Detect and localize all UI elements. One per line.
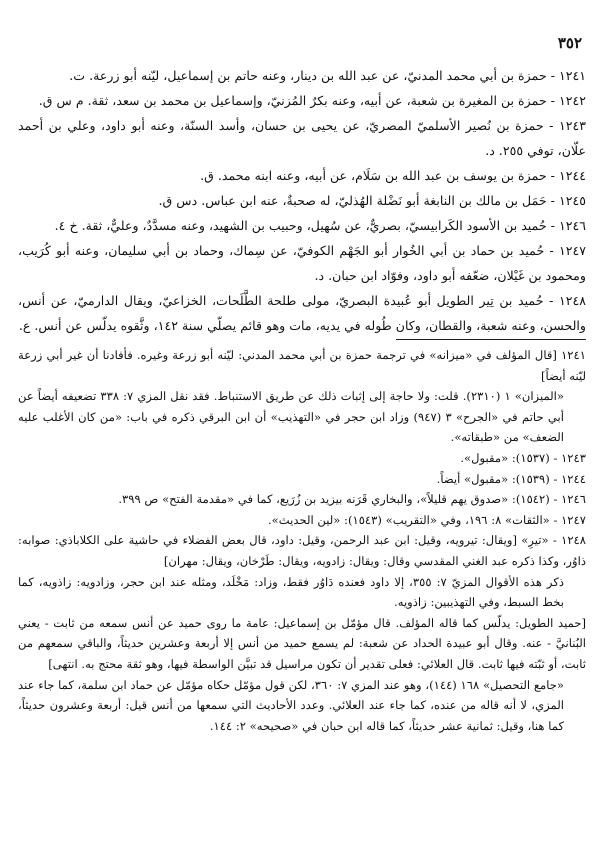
main-entries: [18, 63, 586, 338]
note-1243: ١٢٤٣ - (١٥٣٧): «مقبول».: [460, 450, 586, 465]
footnotes: [18, 345, 586, 736]
entry-1241: ١٢٤١ - حمزة بن أبي محمد المدنيّ، عن عبد الله بن دينار، وعنه حاتم بن إسماعيل، ليّنه أبو زرعة. ت.: [69, 68, 586, 83]
entry-1248: ١٢٤٨ - حُميد بن تِير الطويل أبو عُبيدة البصريّ، مولى طلحة الطَّلَحات، الخزاعيّ، ويقال الدارميّ، عن أنس، والحسن، وعنه شعبة، والقطان، وكان طُوله في يديه، مات وهو قائم يصلّي سنة ١٤٢، وثَّقوه يدلّس عن أنس. ع.: [18, 293, 586, 333]
note-1241: ١٢٤١ [قال المؤلف في «ميزانه» في ترجمة حمزة بن أبي محمد المدني: ليّنه أبو زرعة وغيره. فأفادنا أن غير أبي زرعة ليّنه أيضاً]: [18, 348, 586, 383]
note-1246: ١٢٤٦ - (١٥٤٢): «صدوق يهم قليلاً»، والبخاري قَرَنه بيزيد بن زُرَيع، كما في «مقدمة الفتح» ص ٣٩٩.: [118, 492, 586, 507]
note-1248-comment: ذكر هذه الأقوال المزيّ ٧: ٣٥٥، إلا داود فعنده دَاوُر فقط، وزاد: مَخْلَد، ومثله عند ابن حجر، وزادويه: زاذويه، كما بخط السبط، وفي التهذيبين: زاذويه.: [18, 574, 564, 610]
entry-1245: ١٢٤٥ - حَمَل بن مالك بن النابغة أبو نَضْلة الهُذليّ، له صحبةٌ، عنه ابن عباس. دس ق.: [158, 193, 586, 208]
entry-1243: ١٢٤٣ - حمزة بن نُصير الأسلميّ المصريّ، عن يحيى بن حسان، وأسد السنّة، وعنه أبو داود، وعلي بن أحمد علّان، توفي ٢٥٥. د.: [18, 118, 586, 158]
entry-1247: ١٢٤٧ - حُميد بن حماد بن أبي الخُوار أبو الجَهْم الكوفيّ، عن سِماك، وحماد بن أبي سليمان، وعنه أبو كُرَيب، ومحمود بن غَيْلان، ضعّفه أبو داود، وفوّاد ابن حبان. د.: [18, 243, 586, 283]
entry-1244: ١٢٤٤ - حمزة بن يوسف بن عبد الله بن سَلَام، عن أبيه، وعنه ابنه محمد. ق.: [200, 168, 586, 183]
note-1247: ١٢٤٧ - «الثقات» ٨: ١٩٦، وفي «التقريب» (١٥٤٣): «لين الحديث».: [268, 512, 586, 527]
note-1244: ١٢٤٤ - (١٥٣٩): «مقبول» أيضاً.: [436, 471, 586, 486]
entry-1246: ١٢٤٦ - حُميد بن الأسود الكَرابيسيّ، بصريٌّ، عن سُهيل، وحبيب بن الشهيد، وعنه مسدَّدٌ، وعليٌّ، ثقة. خ ٤.: [54, 218, 586, 233]
note-humaid-tadlis: [حميد الطويل: يدلّس كما قاله المؤلف. قال مؤمّل بن إسماعيل: عامة ما روى حميد عن أنس سمعه من ثابت - يعني البُنانيَّ - عنه. وقال أبو عبيدة الحداد عن شعبة: لم يسمع حميد من أنس إلا أربعة وعشرين حديثاً، والباقي سمعهم من ثابت، أو ثبّته فيها ثابت. قال العلائي: فعلى تقدير أن تكون مراسيل قد تبيَّن الواسطة فيها، وهو ثقة محتج به. انتهى]: [18, 615, 587, 671]
note-humaid-comment: «جامع التحصيل» ١٦٨ (١٤٤)، وهو عند المزي ٧: ٣٦٠، لكن قول مؤمّل حكاه مؤمّل عن حماد ابن سلمة، كما جاء عند المزي، لا أنه قاله من عنده، كما جاء عند العلائي. وعدد الأحاديث التي سمعها من أنس قيل: أربعة وعشرون حديثاً، كما هنا، وقيل: ثمانية عشر حديثاً، كما قاله ابن حبان في «صحيحه» ٢: ١٤٤.: [18, 677, 564, 733]
entry-1242: ١٢٤٢ - حمزة بن المغيرة بن شعبة، عن أبيه، وعنه بكرٌ المُزنيّ، وإسماعيل بن محمد بن سعد، ثقة. م س ق.: [38, 93, 586, 108]
page-number: ٣٥٢: [557, 34, 582, 52]
footnote-divider: [396, 339, 586, 340]
note-1248: ١٢٤٨ - «تيرِ» [ويقال: تيرويه، وقيل: ابن عبد الرحمن، وقيل: داود، قال بعض الفضلاء في حاشية على الكلاباذي: صوابه: ذاوُر، وكذا ذكره عبد الغني المقدسي وقال: ويقال: زادويه، ويقال: طَرْخان، ويقال: مهران]: [18, 533, 587, 568]
note-1241-comment: «الميزان» ١ (٢٣١٠). قلت: ولا حاجة إلى إثبات ذلك عن طريق الاستنباط. فقد نقل المزي ٧: ٣٣٨ تضعيفه أيضاً عن أبي حاتم في «الجرح» ٣ (٩٤٧) وزاد ابن حجر في «التهذيب» أن ابن البرقي ذكره في باب: «من كان الأغلب عليه الضعف» من «طبقاته».: [18, 389, 564, 445]
